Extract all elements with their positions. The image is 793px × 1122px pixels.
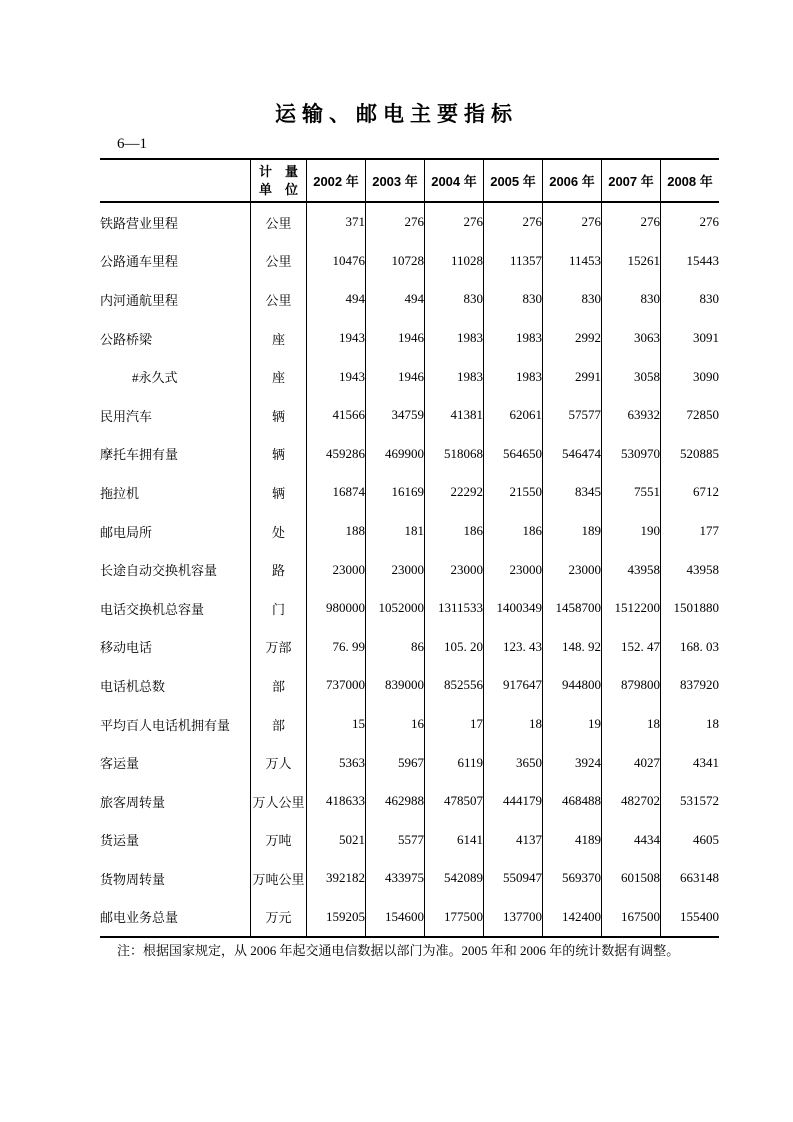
table-row [100, 743, 719, 782]
value-cell: 2991 [543, 357, 602, 396]
value-cell: 546474 [543, 435, 602, 474]
value-cell: 392182 [307, 859, 366, 898]
value-cell: 1311533 [425, 589, 484, 628]
value-cell: 276 [543, 202, 602, 242]
value-cell: 142400 [543, 898, 602, 938]
value-cell: 23000 [484, 550, 543, 589]
table-row [100, 589, 719, 628]
indicator-column-header [100, 159, 251, 202]
value-cell: 17 [425, 705, 484, 744]
year-column-header: 2005 年 [484, 159, 543, 202]
year-column-header: 2006 年 [543, 159, 602, 202]
unit-column-header [251, 159, 307, 202]
table-header [100, 159, 719, 202]
table-row [100, 242, 719, 281]
unit-cell: 万吨 [251, 821, 307, 860]
value-cell: 4605 [661, 821, 720, 860]
value-cell: 830 [425, 280, 484, 319]
value-cell: 7551 [602, 473, 661, 512]
value-cell: 837920 [661, 666, 720, 705]
value-cell: 478507 [425, 782, 484, 821]
indicator-cell: 平均百人电话机拥有量 [100, 717, 231, 733]
unit-cell: 部 [251, 705, 307, 744]
value-cell: 18 [602, 705, 661, 744]
value-cell: 276 [602, 202, 661, 242]
value-cell: 15261 [602, 242, 661, 281]
value-cell: 1400349 [484, 589, 543, 628]
value-cell: 371 [307, 202, 366, 242]
value-cell: 530970 [602, 435, 661, 474]
value-cell: 43958 [602, 550, 661, 589]
value-cell: 16874 [307, 473, 366, 512]
value-cell: 468488 [543, 782, 602, 821]
value-cell: 186 [484, 512, 543, 551]
value-cell: 663148 [661, 859, 720, 898]
value-cell: 189 [543, 512, 602, 551]
value-cell: 418633 [307, 782, 366, 821]
value-cell: 190 [602, 512, 661, 551]
page-title: 运输、邮电主要指标 [275, 103, 518, 126]
value-cell: 879800 [602, 666, 661, 705]
unit-cell: 门 [251, 589, 307, 628]
value-cell: 6141 [425, 821, 484, 860]
value-cell: 137700 [484, 898, 543, 938]
header-row [100, 159, 719, 202]
value-cell: 123. 43 [484, 628, 543, 667]
value-cell: 569370 [543, 859, 602, 898]
footnote: 注：根据国家规定，从 2006 年起交通电信数据以部门为准。2005 年和 2006 年的统计数据有调整。 [117, 943, 680, 958]
indicator-cell: 摩托车拥有量 [100, 447, 179, 463]
value-cell: 15443 [661, 242, 720, 281]
value-cell: 737000 [307, 666, 366, 705]
unit-cell: 万吨公里 [251, 859, 307, 898]
value-cell: 57577 [543, 396, 602, 435]
value-cell: 21550 [484, 473, 543, 512]
value-cell: 23000 [425, 550, 484, 589]
table-row [100, 821, 719, 860]
value-cell: 5967 [366, 743, 425, 782]
table-row [100, 550, 719, 589]
value-cell: 72850 [661, 396, 720, 435]
value-cell: 188 [307, 512, 366, 551]
value-cell: 6712 [661, 473, 720, 512]
value-cell: 542089 [425, 859, 484, 898]
indicator-cell: 电话机总数 [100, 678, 166, 694]
value-cell: 2992 [543, 319, 602, 358]
value-cell: 518068 [425, 435, 484, 474]
value-cell: 16169 [366, 473, 425, 512]
value-cell: 1052000 [366, 589, 425, 628]
table-row [100, 705, 719, 744]
value-cell: 917647 [484, 666, 543, 705]
value-cell: 152. 47 [602, 628, 661, 667]
value-cell: 1983 [425, 357, 484, 396]
value-cell: 482702 [602, 782, 661, 821]
value-cell: 159205 [307, 898, 366, 938]
indicator-cell: 公路通车里程 [100, 254, 179, 270]
value-cell: 4434 [602, 821, 661, 860]
value-cell: 1946 [366, 319, 425, 358]
value-cell: 830 [543, 280, 602, 319]
value-cell: 18 [484, 705, 543, 744]
value-cell: 5363 [307, 743, 366, 782]
indicator-cell: 拖拉机 [100, 485, 140, 501]
value-cell: 433975 [366, 859, 425, 898]
indicator-cell: 移动电话 [100, 640, 153, 656]
value-cell: 3058 [602, 357, 661, 396]
value-cell: 168. 03 [661, 628, 720, 667]
value-cell: 23000 [366, 550, 425, 589]
value-cell: 1983 [484, 319, 543, 358]
table-row [100, 859, 719, 898]
value-cell: 62061 [484, 396, 543, 435]
unit-cell: 万元 [251, 898, 307, 938]
table-row [100, 435, 719, 474]
unit-cell: 公里 [251, 242, 307, 281]
indicator-cell: 电话交换机总容量 [100, 601, 205, 617]
value-cell: 3090 [661, 357, 720, 396]
value-cell: 23000 [543, 550, 602, 589]
unit-cell: 辆 [251, 473, 307, 512]
value-cell: 43958 [661, 550, 720, 589]
year-column-header: 2007 年 [602, 159, 661, 202]
value-cell: 830 [602, 280, 661, 319]
value-cell: 1983 [484, 357, 543, 396]
indicator-cell: 内河通航里程 [100, 292, 179, 308]
value-cell: 4189 [543, 821, 602, 860]
indicator-cell: 客运量 [100, 756, 140, 772]
value-cell: 469900 [366, 435, 425, 474]
value-cell: 3650 [484, 743, 543, 782]
value-cell: 1458700 [543, 589, 602, 628]
table-body [100, 202, 719, 937]
year-column-header: 2002 年 [307, 159, 366, 202]
value-cell: 15 [307, 705, 366, 744]
value-cell: 830 [661, 280, 720, 319]
indicator-cell: 邮电业务总量 [100, 910, 179, 926]
value-cell: 10728 [366, 242, 425, 281]
value-cell: 8345 [543, 473, 602, 512]
value-cell: 980000 [307, 589, 366, 628]
value-cell: 22292 [425, 473, 484, 512]
indicator-cell: 长途自动交换机容量 [100, 563, 218, 579]
year-column-header: 2004 年 [425, 159, 484, 202]
value-cell: 459286 [307, 435, 366, 474]
value-cell: 276 [661, 202, 720, 242]
unit-cell: 万人公里 [251, 782, 307, 821]
unit-header-line-1: 计 量 [258, 163, 298, 179]
value-cell: 63932 [602, 396, 661, 435]
value-cell: 531572 [661, 782, 720, 821]
unit-header-line-2: 单 位 [258, 181, 298, 197]
value-cell: 23000 [307, 550, 366, 589]
indicator-cell: #永久式 [132, 370, 178, 386]
value-cell: 4341 [661, 743, 720, 782]
value-cell: 177 [661, 512, 720, 551]
value-cell: 11453 [543, 242, 602, 281]
value-cell: 1943 [307, 319, 366, 358]
value-cell: 76. 99 [307, 628, 366, 667]
unit-cell: 辆 [251, 435, 307, 474]
unit-cell: 万部 [251, 628, 307, 667]
value-cell: 1983 [425, 319, 484, 358]
table-row [100, 512, 719, 551]
value-cell: 186 [425, 512, 484, 551]
value-cell: 276 [366, 202, 425, 242]
value-cell: 86 [366, 628, 425, 667]
table-row [100, 357, 719, 396]
value-cell: 177500 [425, 898, 484, 938]
value-cell: 494 [366, 280, 425, 319]
value-cell: 41566 [307, 396, 366, 435]
value-cell: 11357 [484, 242, 543, 281]
value-cell: 154600 [366, 898, 425, 938]
value-cell: 601508 [602, 859, 661, 898]
value-cell: 10476 [307, 242, 366, 281]
value-cell: 148. 92 [543, 628, 602, 667]
indicator-cell: 铁路营业里程 [100, 215, 179, 231]
value-cell: 1501880 [661, 589, 720, 628]
indicator-cell: 公路桥梁 [100, 331, 153, 347]
value-cell: 944800 [543, 666, 602, 705]
value-cell: 520885 [661, 435, 720, 474]
indicator-cell: 货运量 [100, 833, 140, 849]
unit-cell: 座 [251, 357, 307, 396]
table-row [100, 280, 719, 319]
value-cell: 34759 [366, 396, 425, 435]
table-number: 6—1 [117, 136, 147, 152]
unit-cell: 公里 [251, 202, 307, 242]
value-cell: 167500 [602, 898, 661, 938]
value-cell: 444179 [484, 782, 543, 821]
value-cell: 5021 [307, 821, 366, 860]
value-cell: 181 [366, 512, 425, 551]
unit-cell: 座 [251, 319, 307, 358]
value-cell: 3924 [543, 743, 602, 782]
table-row [100, 473, 719, 512]
value-cell: 494 [307, 280, 366, 319]
value-cell: 5577 [366, 821, 425, 860]
value-cell: 4027 [602, 743, 661, 782]
value-cell: 852556 [425, 666, 484, 705]
value-cell: 830 [484, 280, 543, 319]
indicator-cell: 邮电局所 [100, 524, 153, 540]
unit-cell: 万人 [251, 743, 307, 782]
unit-cell: 处 [251, 512, 307, 551]
value-cell: 1512200 [602, 589, 661, 628]
stats-table [100, 158, 719, 938]
table-row [100, 319, 719, 358]
year-column-header: 2008 年 [661, 159, 720, 202]
value-cell: 1943 [307, 357, 366, 396]
table-row [100, 666, 719, 705]
value-cell: 19 [543, 705, 602, 744]
value-cell: 105. 20 [425, 628, 484, 667]
indicator-cell: 民用汽车 [100, 408, 153, 424]
table-row [100, 898, 719, 938]
indicator-cell: 货物周转量 [100, 871, 166, 887]
value-cell: 839000 [366, 666, 425, 705]
value-cell: 4137 [484, 821, 543, 860]
value-cell: 6119 [425, 743, 484, 782]
value-cell: 41381 [425, 396, 484, 435]
table-row [100, 202, 719, 242]
value-cell: 3091 [661, 319, 720, 358]
value-cell: 155400 [661, 898, 720, 938]
value-cell: 3063 [602, 319, 661, 358]
year-column-header: 2003 年 [366, 159, 425, 202]
table-row [100, 628, 719, 667]
value-cell: 564650 [484, 435, 543, 474]
value-cell: 11028 [425, 242, 484, 281]
unit-cell: 部 [251, 666, 307, 705]
value-cell: 462988 [366, 782, 425, 821]
value-cell: 276 [425, 202, 484, 242]
value-cell: 1946 [366, 357, 425, 396]
unit-cell: 路 [251, 550, 307, 589]
unit-cell: 辆 [251, 396, 307, 435]
value-cell: 18 [661, 705, 720, 744]
value-cell: 550947 [484, 859, 543, 898]
table-row [100, 396, 719, 435]
unit-cell: 公里 [251, 280, 307, 319]
table-row [100, 782, 719, 821]
value-cell: 16 [366, 705, 425, 744]
value-cell: 276 [484, 202, 543, 242]
indicator-cell: 旅客周转量 [100, 794, 166, 810]
